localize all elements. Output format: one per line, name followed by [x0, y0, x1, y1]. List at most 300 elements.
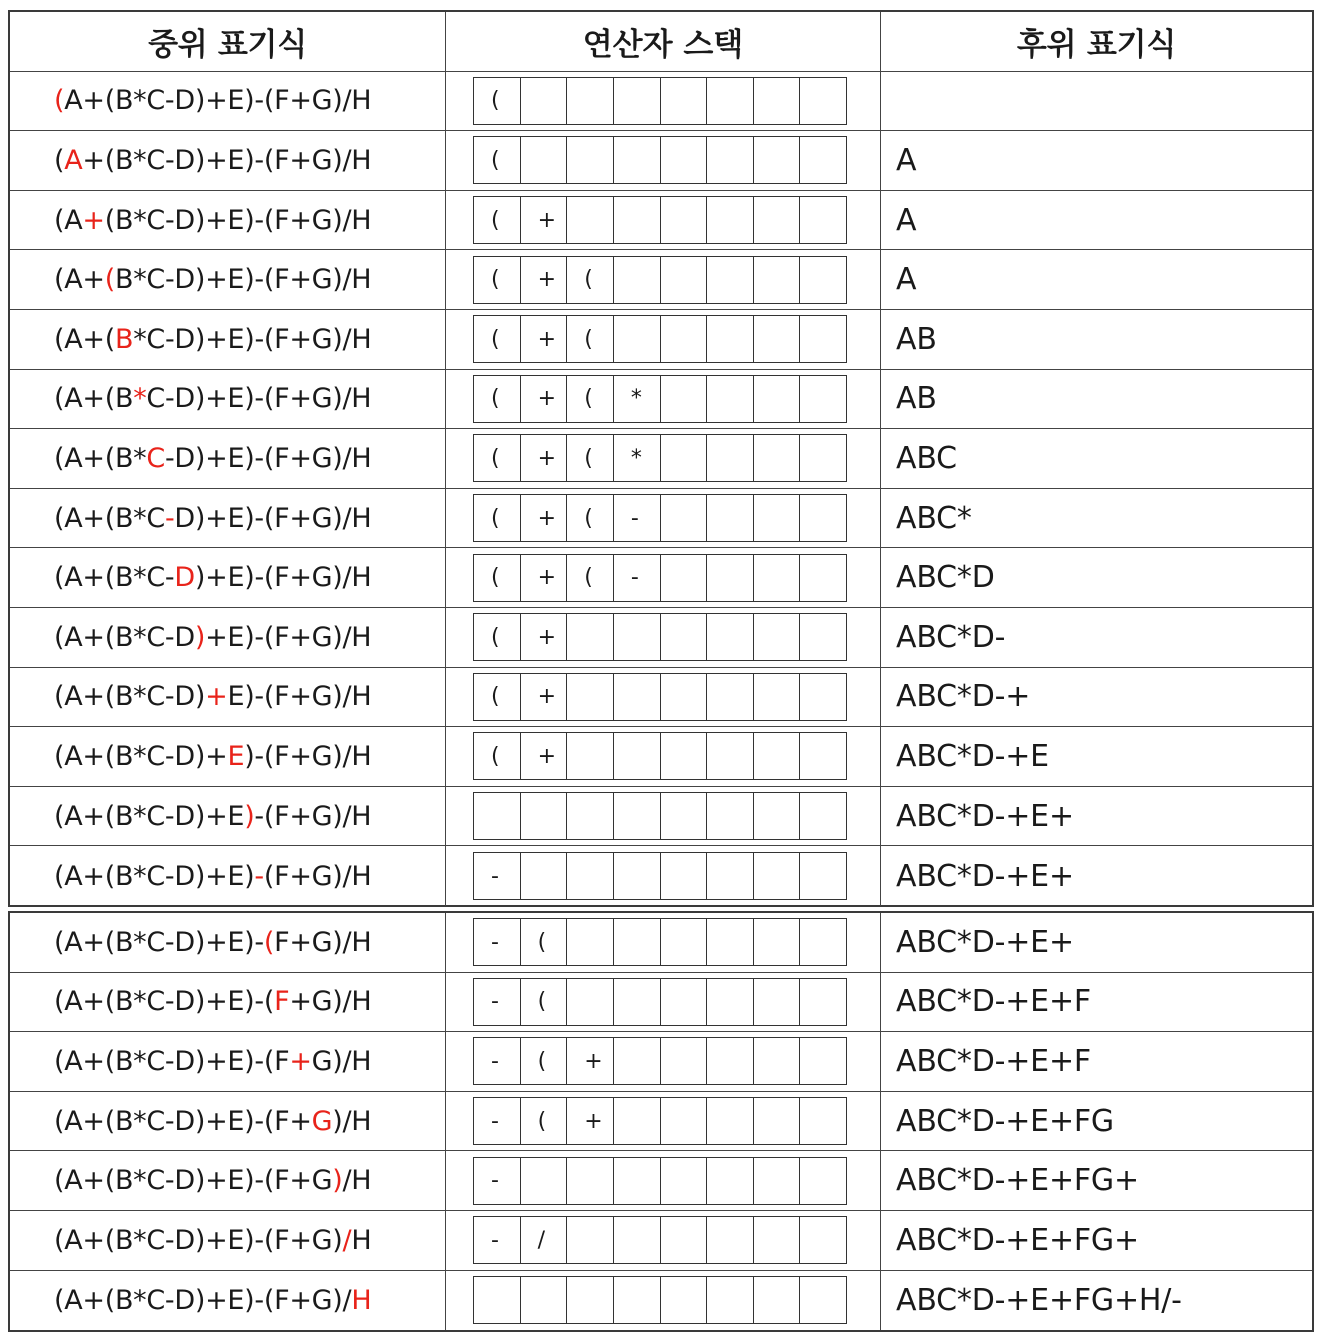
stack-slot: [614, 1217, 661, 1263]
stack-slot: [754, 197, 801, 243]
stack-slot: [754, 1098, 801, 1144]
current-token: (: [263, 926, 275, 958]
operator-stack: [473, 136, 847, 184]
stack-slot: [800, 257, 846, 303]
step-row: [10, 973, 1312, 1033]
stack-slot: (: [474, 137, 521, 183]
stack-slot: +: [567, 1098, 614, 1144]
stack-slot: [661, 853, 708, 899]
step-row: [10, 1211, 1312, 1271]
stack-slot: -: [474, 1038, 521, 1084]
postfix-expression: ABC*D-+E+FG+H/-: [896, 1282, 1182, 1318]
infix-before: (A+(B*C: [54, 502, 165, 534]
operator-stack: [473, 792, 847, 840]
infix-after: )+E)-(F+G)/H: [194, 562, 372, 594]
stack-slot: [754, 257, 801, 303]
stack-slot: [754, 979, 801, 1025]
stack-slot: [661, 1098, 708, 1144]
postfix-expression: ABC*D-+E+: [896, 858, 1074, 894]
infix-expression: [10, 1032, 446, 1091]
stack-slot: [614, 979, 661, 1025]
header-infix: 중위 표기식: [10, 12, 446, 71]
stack-slot: [800, 614, 846, 660]
stack-slot: [614, 137, 661, 183]
current-token: C: [146, 442, 165, 474]
step-row: [10, 548, 1312, 608]
stack-slot: [800, 1098, 846, 1144]
stack-slot: [800, 853, 846, 899]
stack-slot: [661, 197, 708, 243]
stack-slot: (: [474, 376, 521, 422]
stack-slot: [567, 793, 614, 839]
infix-after: E)-(F+G)/H: [227, 681, 372, 713]
stack-slot: [707, 137, 754, 183]
operator-stack: [473, 1276, 847, 1324]
stack-slot: -: [614, 495, 661, 541]
stack-slot: [707, 853, 754, 899]
stack-slot: [614, 793, 661, 839]
infix-expression: [10, 1092, 446, 1151]
stack-slot: [754, 1158, 801, 1204]
stack-slot: [754, 495, 801, 541]
stack-slot: (: [474, 555, 521, 601]
infix-expression: [10, 913, 446, 972]
stack-slot: [754, 674, 801, 720]
infix-after: D)+E)-(F+G)/H: [174, 502, 372, 534]
infix-before: (A+(B*C-D): [54, 681, 206, 713]
infix-after: )-(F+G)/H: [244, 740, 372, 772]
stack-slot: [661, 674, 708, 720]
stack-slot: +: [521, 197, 568, 243]
stack-cell: [446, 1271, 881, 1331]
postfix-expression: [881, 72, 1312, 131]
operator-stack: [473, 613, 847, 661]
stack-slot: [707, 435, 754, 481]
stack-cell: [446, 608, 881, 667]
stack-slot: [800, 1277, 846, 1323]
conversion-table-bottom: [8, 911, 1314, 1332]
stack-slot: [567, 733, 614, 779]
stack-cell: [446, 310, 881, 369]
stack-slot: [707, 733, 754, 779]
infix-after: (F+G)/H: [263, 860, 372, 892]
step-row: [10, 429, 1312, 489]
stack-slot: [800, 555, 846, 601]
infix-expression: [10, 370, 446, 429]
stack-slot: [661, 316, 708, 362]
stack-slot: [521, 853, 568, 899]
stack-slot: [661, 137, 708, 183]
stack-slot: [614, 257, 661, 303]
stack-slot: [661, 919, 708, 965]
infix-after: /H: [342, 1165, 372, 1197]
stack-slot: [521, 78, 568, 124]
stack-slot: [800, 137, 846, 183]
stack-slot: (: [567, 435, 614, 481]
stack-slot: [707, 495, 754, 541]
infix-before: (A+(B*C-: [54, 562, 175, 594]
infix-before: (A+(B*C-D)+: [54, 740, 228, 772]
infix-after: F+G)/H: [274, 926, 372, 958]
stack-slot: -: [474, 919, 521, 965]
operator-stack: [473, 1157, 847, 1205]
stack-slot: [614, 733, 661, 779]
stack-slot: (: [474, 257, 521, 303]
current-token: H: [351, 1284, 372, 1316]
operator-stack: [473, 494, 847, 542]
operator-stack: [473, 852, 847, 900]
stack-cell: [446, 191, 881, 250]
infix-expression: [10, 250, 446, 309]
stack-slot: [567, 614, 614, 660]
infix-expression: [10, 548, 446, 607]
stack-slot: [800, 78, 846, 124]
current-token: B: [114, 323, 134, 355]
infix-before: (A+(B*C-D)+E)-(F+G: [54, 1165, 333, 1197]
operator-stack: [473, 1037, 847, 1085]
step-row: [10, 250, 1312, 310]
infix-expression: [10, 608, 446, 667]
infix-before: (A+(B*C-D)+E): [54, 860, 255, 892]
current-token: ): [194, 621, 206, 653]
infix-expression: [10, 668, 446, 727]
stack-slot: [614, 674, 661, 720]
step-row: [10, 1151, 1312, 1211]
infix-expression: [10, 72, 446, 131]
stack-cell: [446, 727, 881, 786]
postfix-expression: ABC*D-+E+FG+: [896, 1222, 1139, 1258]
operator-stack: [473, 196, 847, 244]
current-token: A: [64, 144, 83, 176]
conversion-table-top: [8, 10, 1314, 907]
current-token: E: [227, 740, 245, 772]
stack-slot: [661, 78, 708, 124]
stack-slot: [800, 316, 846, 362]
infix-expression: [10, 131, 446, 190]
stack-slot: [567, 979, 614, 1025]
postfix-expression: ABC*D-+E+: [896, 798, 1074, 834]
operator-stack: [473, 256, 847, 304]
stack-slot: [754, 78, 801, 124]
stack-slot: [707, 555, 754, 601]
postfix-expression: A: [896, 202, 917, 238]
stack-slot: (: [474, 614, 521, 660]
stack-slot: +: [521, 495, 568, 541]
postfix-expression: ABC*D-+E+F: [896, 984, 1091, 1020]
stack-slot: [754, 1217, 801, 1263]
stack-cell: [446, 429, 881, 488]
stack-slot: [707, 979, 754, 1025]
stack-slot: [567, 1217, 614, 1263]
stack-slot: [754, 793, 801, 839]
stack-slot: [754, 435, 801, 481]
infix-before: (A+(B*C-D)+E)-(F+: [54, 1105, 312, 1137]
stack-slot: [800, 376, 846, 422]
stack-slot: [800, 435, 846, 481]
postfix-expression: AB: [896, 381, 937, 417]
infix-after: H: [351, 1224, 372, 1256]
postfix-expression: ABC*D-+E: [896, 738, 1049, 774]
stack-slot: [661, 614, 708, 660]
stack-slot: [707, 1158, 754, 1204]
stack-slot: [707, 376, 754, 422]
stack-slot: +: [521, 674, 568, 720]
stack-slot: [614, 853, 661, 899]
step-row: [10, 131, 1312, 191]
stack-slot: [521, 793, 568, 839]
stack-slot: [800, 1217, 846, 1263]
stack-slot: [614, 197, 661, 243]
stack-slot: [661, 733, 708, 779]
current-token: -: [164, 502, 175, 534]
stack-slot: [800, 793, 846, 839]
stack-slot: (: [474, 674, 521, 720]
stack-slot: -: [474, 979, 521, 1025]
infix-expression: [10, 1211, 446, 1270]
stack-slot: (: [474, 78, 521, 124]
stack-slot: (: [474, 495, 521, 541]
current-token: F: [274, 986, 290, 1018]
infix-after: -(F+G)/H: [254, 800, 372, 832]
stack-slot: [567, 919, 614, 965]
operator-stack: [473, 978, 847, 1026]
infix-before: (A+(B*C-D)+E: [54, 800, 245, 832]
stack-slot: [800, 495, 846, 541]
stack-cell: [446, 1151, 881, 1210]
stack-slot: [567, 674, 614, 720]
stack-slot: [567, 137, 614, 183]
operator-stack: [473, 1097, 847, 1145]
stack-slot: [661, 1217, 708, 1263]
step-row: [10, 1032, 1312, 1092]
stack-cell: [446, 668, 881, 727]
step-row: [10, 727, 1312, 787]
stack-slot: +: [521, 733, 568, 779]
stack-slot: [754, 853, 801, 899]
stack-slot: [707, 674, 754, 720]
stack-cell: [446, 548, 881, 607]
step-row: [10, 1092, 1312, 1152]
stack-slot: -: [474, 1158, 521, 1204]
stack-slot: (: [567, 316, 614, 362]
operator-stack: [473, 315, 847, 363]
postfix-expression: ABC*D-+E+FG: [896, 1103, 1114, 1139]
stack-slot: +: [521, 555, 568, 601]
stack-slot: (: [474, 435, 521, 481]
infix-before: (A+(: [54, 323, 115, 355]
stack-slot: [614, 919, 661, 965]
stack-slot: -: [474, 1217, 521, 1263]
operator-stack: [473, 77, 847, 125]
step-row: [10, 191, 1312, 251]
stack-slot: [567, 853, 614, 899]
stack-cell: [446, 370, 881, 429]
postfix-expression: ABC*D-+E+: [896, 924, 1074, 960]
infix-after: -D)+E)-(F+G)/H: [164, 442, 372, 474]
infix-before: (: [54, 144, 65, 176]
infix-after: )/H: [332, 1105, 372, 1137]
infix-after: +G)/H: [289, 986, 372, 1018]
infix-before: (A+(B*C-D)+E)-: [54, 926, 264, 958]
infix-before: (A+(B*C-D)+E)-(F: [54, 1045, 290, 1077]
postfix-expression: AB: [896, 321, 937, 357]
stack-slot: [614, 614, 661, 660]
stack-slot: (: [521, 979, 568, 1025]
operator-stack: [473, 1216, 847, 1264]
stack-slot: +: [521, 316, 568, 362]
step-row: [10, 1271, 1312, 1331]
stack-slot: [614, 316, 661, 362]
postfix-expression: ABC*D: [896, 560, 995, 596]
step-row: [10, 608, 1312, 668]
step-row: [10, 489, 1312, 549]
stack-slot: [661, 495, 708, 541]
stack-slot: +: [521, 376, 568, 422]
infix-before: (A+(B*C-D: [54, 621, 195, 653]
stack-slot: [614, 1038, 661, 1084]
postfix-expression: A: [896, 142, 917, 178]
operator-stack: [473, 434, 847, 482]
stack-cell: [446, 131, 881, 190]
current-token: (: [104, 264, 115, 296]
current-token: ): [244, 800, 255, 832]
stack-slot: [661, 793, 708, 839]
stack-cell: [446, 973, 881, 1032]
operator-stack: [473, 673, 847, 721]
stack-slot: [707, 197, 754, 243]
current-token: *: [133, 383, 147, 415]
stack-cell: [446, 489, 881, 548]
infix-expression: [10, 973, 446, 1032]
operator-stack: [473, 732, 847, 780]
stack-slot: (: [521, 1038, 568, 1084]
postfix-expression: ABC*D-: [896, 619, 1006, 655]
postfix-expression: ABC*D-+E+F: [896, 1043, 1091, 1079]
stack-slot: [754, 1038, 801, 1084]
stack-cell: [446, 1211, 881, 1270]
step-row: [10, 913, 1312, 973]
stack-slot: [707, 78, 754, 124]
stack-cell: [446, 787, 881, 846]
current-token: /: [342, 1224, 352, 1256]
infix-before: (A+(B*C-D)+E)-(F+G)/: [54, 1284, 352, 1316]
current-token: +: [289, 1045, 312, 1077]
stack-slot: [754, 316, 801, 362]
stack-slot: -: [474, 853, 521, 899]
stack-slot: [707, 1098, 754, 1144]
stack-slot: [800, 1158, 846, 1204]
stack-slot: [521, 1158, 568, 1204]
stack-slot: [707, 919, 754, 965]
stack-slot: [707, 316, 754, 362]
step-row: [10, 668, 1312, 728]
stack-slot: +: [567, 1038, 614, 1084]
infix-before: (A+(B: [54, 383, 134, 415]
stack-slot: [754, 1277, 801, 1323]
stack-slot: [614, 1277, 661, 1323]
stack-slot: (: [567, 376, 614, 422]
stack-slot: [567, 78, 614, 124]
postfix-expression: A: [896, 262, 917, 298]
infix-expression: [10, 1151, 446, 1210]
stack-slot: [707, 1217, 754, 1263]
postfix-expression: ABC*D-+E+FG+: [896, 1163, 1139, 1199]
current-token: -: [254, 860, 264, 892]
stack-slot: [521, 1277, 568, 1323]
infix-before: (A: [54, 204, 83, 236]
operator-stack: [473, 918, 847, 966]
infix-after: B*C-D)+E)-(F+G)/H: [114, 264, 372, 296]
stack-cell: [446, 913, 881, 972]
current-token: (: [54, 85, 65, 117]
stack-cell: [446, 846, 881, 906]
stack-slot: [707, 793, 754, 839]
infix-expression: [10, 727, 446, 786]
stack-slot: *: [614, 376, 661, 422]
stack-slot: [800, 979, 846, 1025]
stack-slot: [661, 435, 708, 481]
stack-slot: [567, 1158, 614, 1204]
stack-slot: [707, 614, 754, 660]
stack-slot: [614, 1158, 661, 1204]
stack-cell: [446, 72, 881, 131]
stack-slot: [754, 919, 801, 965]
stack-slot: (: [474, 733, 521, 779]
step-row: [10, 846, 1312, 906]
stack-slot: [661, 555, 708, 601]
stack-slot: [661, 1038, 708, 1084]
stack-slot: -: [614, 555, 661, 601]
infix-after: A+(B*C-D)+E)-(F+G)/H: [64, 85, 372, 117]
stack-slot: [707, 1277, 754, 1323]
stack-slot: [800, 733, 846, 779]
infix-before: (A+(B*C-D)+E)-(F+G): [54, 1224, 343, 1256]
infix-after: C-D)+E)-(F+G)/H: [146, 383, 372, 415]
stack-slot: [754, 137, 801, 183]
stack-slot: [614, 78, 661, 124]
step-row: [10, 310, 1312, 370]
infix-expression: [10, 846, 446, 906]
stack-slot: [474, 1277, 521, 1323]
stack-slot: (: [474, 316, 521, 362]
infix-expression: [10, 429, 446, 488]
infix-after: +(B*C-D)+E)-(F+G)/H: [82, 144, 372, 176]
stack-cell: [446, 1032, 881, 1091]
stack-slot: [474, 793, 521, 839]
stack-slot: [707, 1038, 754, 1084]
stack-slot: +: [521, 435, 568, 481]
infix-after: +E)-(F+G)/H: [205, 621, 372, 653]
stack-slot: [754, 614, 801, 660]
current-token: G: [311, 1105, 333, 1137]
stack-slot: [567, 1277, 614, 1323]
infix-after: (B*C-D)+E)-(F+G)/H: [104, 204, 372, 236]
infix-before: (A+: [54, 264, 105, 296]
step-row: [10, 72, 1312, 132]
stack-slot: [707, 257, 754, 303]
postfix-expression: ABC*: [896, 500, 972, 536]
current-token: D: [174, 562, 195, 594]
operator-stack: [473, 375, 847, 423]
stack-slot: (: [474, 197, 521, 243]
stack-slot: [754, 555, 801, 601]
step-row: [10, 787, 1312, 847]
infix-expression: [10, 1271, 446, 1331]
stack-slot: [661, 257, 708, 303]
stack-slot: *: [614, 435, 661, 481]
current-token: +: [82, 204, 105, 236]
stack-slot: [661, 1277, 708, 1323]
